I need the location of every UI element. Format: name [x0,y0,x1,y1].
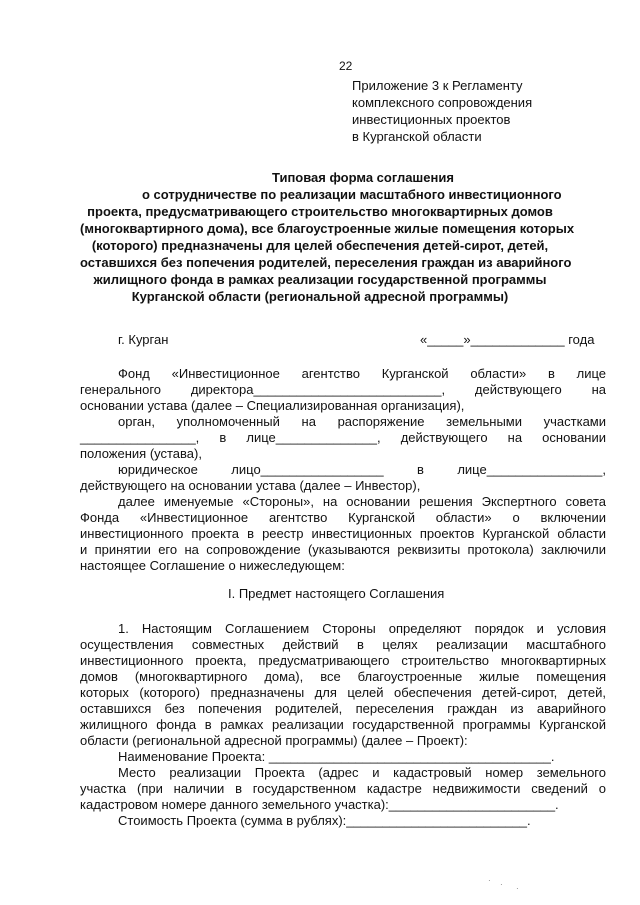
title-line-6: оставшихся без попечения родителей, переселения граждан из аварийного [80,255,572,270]
clause1-line-7: жилищного фонда в рамках реализации государственной программы Курганской [80,717,606,732]
clause1-line-2: осуществления совместных действий в целях реализации масштабного [80,637,606,652]
recital-line-3: инвестиционного проекта в реестр инвестиционных проектов Курганской области [80,526,606,541]
party1-line-1: Фонд «Инвестиционное агентство Курганской области» в лице [118,366,606,381]
clause1-line-5: которых (которого) предназначены для целей обеспечения детей-сирот, детей, [80,685,606,700]
project-place-line-2: участка (при наличии в государственном кадастре недвижимости сведений о [80,781,606,796]
scan-speck: · [516,884,519,893]
appendix-line-4: в Курганской области [352,129,482,144]
project-name-field: Наименование Проекта: _______________________________________. [118,749,555,764]
section-1-heading: I. Предмет настоящего Соглашения [228,586,445,601]
page-number: 22 [339,59,353,73]
appendix-line-3: инвестиционных проектов [352,112,511,127]
party3-line-2: действующего на основании устава (далее – Инвестор), [80,478,421,493]
title-line-8: Курганской области (региональной адресной программы) [131,289,509,304]
title-line-3: проекта, предусматривающего строительство многоквартирных домов [87,204,553,219]
project-cost-field: Стоимость Проекта (сумма в рублях):_________________________. [118,813,531,828]
title-line-4: (многоквартирного дома), все благоустроенные жилые помещения которых [80,221,575,236]
appendix-line-2: комплексного сопровождения [352,95,533,110]
recital-line-4: и принятии его на сопровождение (указываются реквизиты протокола) заключили [80,542,606,557]
recital-line-2: Фонда «Инвестиционное агентство Курганской области» о включении [80,510,606,525]
clause1-line-6: оставшихся без попечения родителей, переселения граждан из аварийного [80,701,606,716]
scan-speck: · [500,880,503,889]
title-line-1: Типовая форма соглашения [272,170,454,185]
title-line-5: (которого) предназначены для целей обеспечения детей-сирот, детей, [91,238,549,253]
party2-line-2: ________________, в лице______________, действующего на основании [80,430,606,445]
party3-line-1: юридическое лицо_________________ в лице________________, [118,462,606,477]
party2-line-3: положения (устава), [80,446,202,461]
project-place-line-1: Место реализации Проекта (адрес и кадастровый номер земельного [118,765,606,780]
clause1-line-4: домов (многоквартирного дома), все благоустроенные жилые помещения [80,669,606,684]
party1-line-2: генерального директора__________________________, действующего на [80,382,606,397]
appendix-line-1: Приложение 3 к Регламенту [352,78,523,93]
party2-line-1: орган, уполномоченный на распоряжение земельными участками [118,414,606,429]
place-label: г. Курган [118,332,169,347]
clause1-line-8: области (региональной адресной программы) (далее – Проект): [80,733,468,748]
date-field: «_____»_____________ года [420,332,595,347]
project-place-line-3: кадастровом номере данного земельного участка):_______________________. [80,797,559,812]
party1-line-3: основании устава (далее – Специализированная организация), [80,398,465,413]
recital-line-5: настоящее Соглашение о нижеследующем: [80,558,345,573]
title-line-7: жилищного фонда в рамках реализации государственной программы [93,272,547,287]
clause1-line-3: инвестиционного проекта, предусматривающего строительство многоквартирных [80,653,606,668]
clause1-line-1: 1. Настоящим Соглашением Стороны определяют порядок и условия [118,621,606,636]
recital-line-1: далее именуемые «Стороны», на основании решения Экспертного совета [118,494,606,509]
scan-speck: · [488,876,491,885]
title-line-2: о сотрудничестве по реализации масштабного инвестиционного [142,187,562,202]
